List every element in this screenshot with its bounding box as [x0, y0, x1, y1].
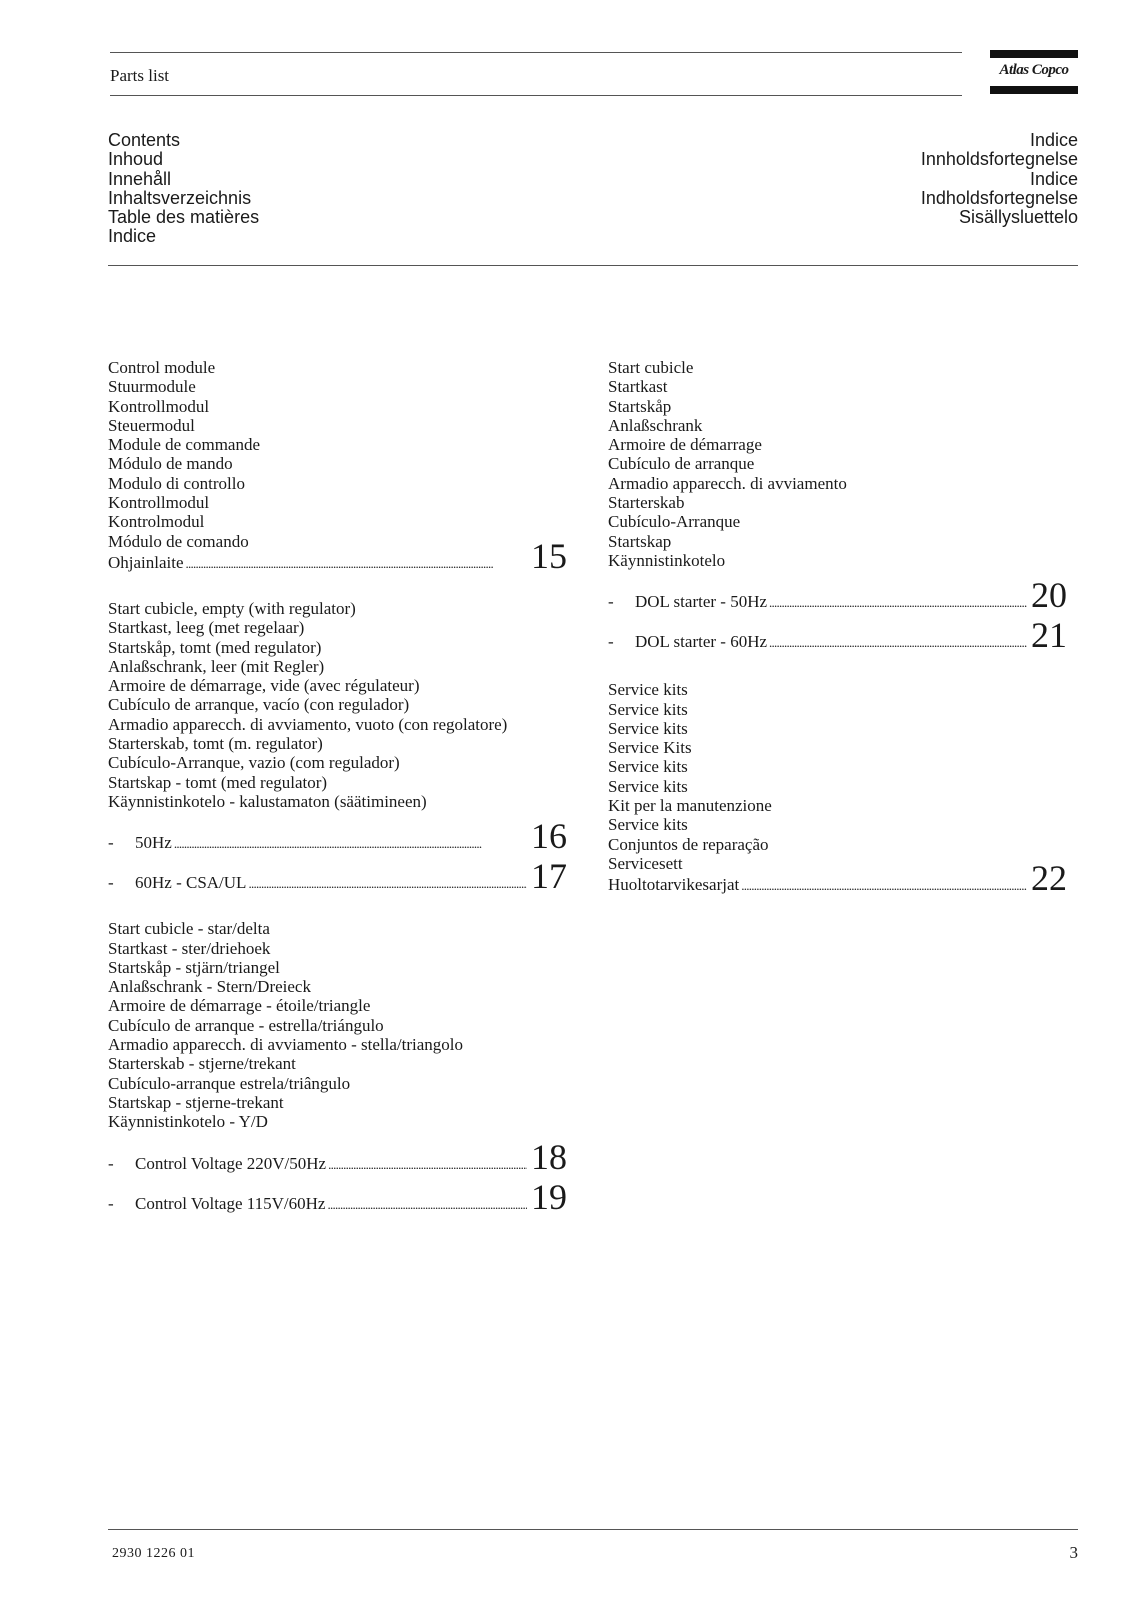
toc-line: Stuurmodule	[108, 377, 196, 397]
toc-line: Módulo de comando	[108, 531, 249, 551]
contents-heading-line: Indholdsfortegnelse	[920, 187, 1078, 208]
toc-group-start-cubicle-star-delta	[108, 919, 573, 1217]
toc-entry-dash: -	[108, 833, 114, 853]
toc-line: Servicesett	[608, 853, 683, 873]
toc-line: Service kits	[608, 680, 688, 700]
toc-line: Armadio apparecch. di avviamento - stella/triangolo	[108, 1035, 463, 1055]
toc-line: Kontrolmodul	[108, 512, 205, 532]
contents-heading-line: Indice	[1029, 130, 1078, 150]
toc-line: Startskap	[608, 531, 672, 551]
toc-line: Service kits	[608, 757, 688, 777]
toc-line: Module de commande	[108, 435, 261, 455]
contents-heading-line: Table des matières	[108, 207, 260, 228]
toc-entry[interactable]	[108, 856, 573, 897]
toc-line: Startskap - stjerne-trekant	[108, 1092, 284, 1112]
toc-line: Cubículo-Arranque, vazio (com regulador)	[108, 753, 400, 773]
toc-leader-dots	[769, 595, 1027, 611]
toc-group-lines	[108, 599, 573, 811]
toc-line: Startskåp	[608, 396, 672, 416]
toc-line: Startskåp, tomt (med regulator)	[108, 637, 322, 657]
toc-line: Startskåp - stjärn/triangel	[108, 957, 280, 977]
toc-entry-label: Control Voltage 115V/60Hz	[135, 1193, 326, 1213]
toc-line: Start cubicle, empty (with regulator)	[108, 598, 356, 618]
toc-line: Start cubicle - star/delta	[108, 919, 270, 939]
toc-line: Módulo de mando	[108, 454, 233, 474]
contents-heading-left	[108, 131, 259, 247]
header-rule-top	[110, 52, 962, 53]
toc-entry-label: DOL starter - 50Hz	[635, 592, 768, 612]
toc-entry-dash: -	[608, 632, 614, 652]
toc-group-control-module	[108, 358, 573, 576]
toc-page-number: 17	[531, 856, 567, 897]
contents-divider	[108, 265, 1078, 266]
toc-entry[interactable]	[108, 1176, 573, 1217]
toc-line: Startkast	[608, 377, 668, 397]
toc-entry-label: 60Hz - CSA/UL	[135, 873, 247, 893]
toc-group-start-cubicle	[608, 358, 1073, 656]
toc-entry[interactable]	[608, 615, 1073, 656]
toc-line: Armoire de démarrage	[608, 435, 762, 455]
toc-leader-dots	[248, 876, 527, 892]
contents-heading-line: Inhoud	[108, 149, 164, 170]
toc-line: Käynnistinkotelo - Y/D	[108, 1112, 268, 1132]
toc-right-column	[608, 358, 1073, 917]
contents-heading-right	[921, 131, 1078, 227]
toc-entry-label: Huoltotarvikesarjat	[608, 875, 740, 895]
toc-line: Armoire de démarrage, vide (avec régulateur)	[108, 676, 420, 696]
toc-page-number: 15	[531, 535, 567, 576]
toc-line: Armoire de démarrage - étoile/triangle	[108, 996, 371, 1016]
toc-leader-dots	[174, 836, 527, 852]
toc-line: Starterskab, tomt (m. regulator)	[108, 734, 323, 754]
toc-page-number: 19	[531, 1176, 567, 1217]
logo-bar-top	[990, 50, 1078, 58]
toc-line: Anlaßschrank, leer (mit Regler)	[108, 656, 325, 676]
logo-text: Atlas Copco	[999, 62, 1069, 78]
toc-page-number: 20	[1031, 575, 1067, 616]
contents-heading-line: Indice	[1029, 168, 1078, 189]
atlas-copco-logo	[990, 50, 1078, 96]
document-type: Parts list	[110, 66, 170, 85]
toc-page-number: 18	[531, 1136, 567, 1177]
toc-leader-dots	[328, 1157, 527, 1173]
toc-entry[interactable]	[108, 816, 573, 857]
contents-heading-line: Innholdsfortegnelse	[920, 149, 1078, 170]
toc-entry-dash: -	[108, 873, 114, 893]
toc-line: Anlaßschrank	[608, 415, 703, 435]
page-number: 3	[1069, 1543, 1078, 1562]
footer-rule	[108, 1529, 1078, 1530]
toc-leader-dots	[327, 1197, 527, 1213]
toc-page-number: 22	[1031, 858, 1067, 899]
logo-bar-bottom	[990, 86, 1078, 94]
toc-line: Cubículo de arranque - estrella/triángulo	[108, 1015, 384, 1035]
toc-line: Kontrollmodul	[108, 493, 210, 513]
toc-line: Kit per la manutenzione	[608, 796, 772, 816]
toc-line: Modulo di controllo	[108, 473, 245, 493]
toc-line: Cubículo de arranque	[608, 454, 755, 474]
toc-group-lines	[608, 358, 1073, 570]
toc-line: Service kits	[608, 718, 688, 738]
toc-leader-dots	[769, 635, 1027, 651]
contents-heading-line: Sisällysluettelo	[958, 207, 1078, 228]
toc-line: Käynnistinkotelo	[608, 550, 726, 570]
toc-entry-dash: -	[108, 1153, 114, 1173]
toc-line: Steuermodul	[108, 415, 195, 435]
toc-left-column	[108, 358, 573, 1236]
toc-line: Conjuntos de reparação	[608, 834, 769, 854]
toc-line: Armadio apparecch. di avviamento, vuoto (con regolatore)	[108, 714, 508, 734]
toc-entry-dash: -	[608, 592, 614, 612]
toc-line: Kontrollmodul	[108, 396, 210, 416]
toc-line: Startskap - tomt (med regulator)	[108, 772, 328, 792]
toc-group-lines	[108, 358, 573, 551]
contents-heading-line: Inhaltsverzeichnis	[108, 187, 252, 208]
toc-group-lines	[108, 919, 573, 1131]
toc-line: Armadio apparecch. di avviamento	[608, 473, 847, 493]
toc-line: Starterskab - stjerne/trekant	[108, 1054, 296, 1074]
header-rule-bottom	[110, 95, 962, 96]
toc-group-lines	[608, 680, 1073, 873]
contents-heading-line: Contents	[108, 130, 181, 150]
toc-page-number: 21	[1031, 615, 1067, 656]
toc-line: Startkast, leeg (met regelaar)	[108, 618, 305, 638]
toc-entry-label: 50Hz	[135, 833, 172, 853]
toc-line: Cubículo de arranque, vacío (con regulador)	[108, 695, 410, 715]
toc-line: Käynnistinkotelo - kalustamaton (säätimineen)	[108, 791, 427, 811]
toc-leader-dots	[186, 556, 527, 572]
toc-entry-label: DOL starter - 60Hz	[635, 632, 768, 652]
document-number: 2930 1226 01	[112, 1546, 195, 1561]
toc-line: Anlaßschrank - Stern/Dreieck	[108, 977, 311, 997]
toc-line: Control module	[108, 358, 216, 377]
toc-line: Service Kits	[608, 738, 692, 758]
toc-group-service-kits	[608, 680, 1073, 899]
toc-entry[interactable]	[608, 575, 1073, 616]
toc-line: Service kits	[608, 776, 688, 796]
toc-entry-label: Ohjainlaite	[108, 552, 184, 572]
toc-line: Service kits	[608, 699, 688, 719]
contents-heading-line: Indice	[108, 226, 157, 247]
toc-entry[interactable]	[108, 1136, 573, 1177]
toc-line: Cubículo-Arranque	[608, 512, 741, 532]
toc-entry-label: Control Voltage 220V/50Hz	[135, 1153, 327, 1173]
toc-entry-dash: -	[108, 1193, 114, 1213]
toc-line: Startkast - ster/driehoek	[108, 938, 271, 958]
toc-line: Starterskab	[608, 493, 685, 513]
toc-line: Service kits	[608, 815, 688, 835]
toc-line: Start cubicle	[608, 358, 694, 377]
toc-line: Cubículo-arranque estrela/triângulo	[108, 1073, 351, 1093]
toc-group-start-cubicle-empty	[108, 598, 573, 897]
contents-heading-line: Innehåll	[108, 168, 172, 189]
toc-page-number: 16	[531, 816, 567, 857]
toc-leader-dots	[741, 878, 1027, 894]
